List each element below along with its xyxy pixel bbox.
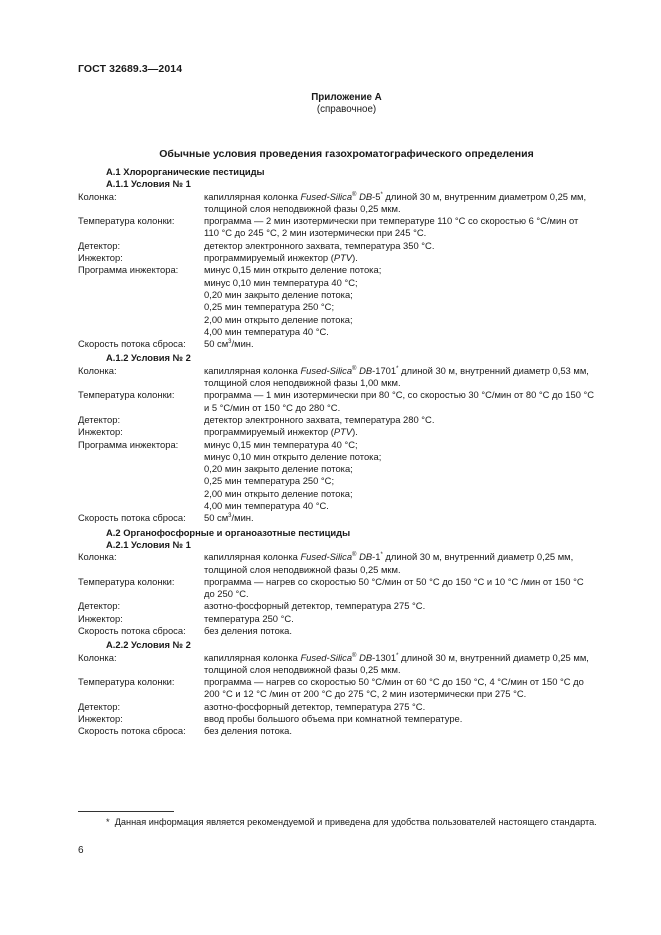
a11-temp-row — [78, 215, 616, 240]
temp-value: программа — нагрев со скоростью 50 °С/мин от 60 °С до 150 °С, 4 °С/мин от 150 °С до 200 °С и 12 °С /мин от 200 °С до 275 °С, 2 мин изотермически при 275 °С. — [204, 676, 584, 700]
standard-code: ГОСТ 32689.3—2014 — [78, 63, 183, 75]
injector-value: температура 250 °С. — [204, 612, 294, 624]
injector-value: программируемый инжектор (PTV). — [204, 426, 358, 438]
a12-detector-row — [78, 414, 616, 426]
temp-label: Температура колонки: — [78, 575, 175, 587]
a12-injector-row — [78, 426, 616, 438]
program-step: 0,25 мин температура 250 °С; — [204, 475, 335, 487]
a11-flow-row — [78, 338, 616, 350]
a22-flow-row — [78, 725, 616, 737]
program-step: минус 0,10 мин открыто деление потока; — [204, 450, 382, 462]
program-step: 0,25 мин температура 250 °С; — [204, 301, 335, 313]
subsection-a11-heading: А.1.1 Условия № 1 — [106, 178, 191, 190]
program-label: Программа инжектора: — [78, 438, 179, 450]
a12-flow-row — [78, 512, 616, 524]
program-steps — [204, 439, 616, 513]
column-label: Колонка: — [78, 651, 117, 663]
program-step: 2,00 мин открыто деление потока; — [204, 487, 353, 499]
a21-injector-row — [78, 613, 616, 625]
flow-value: без деления потока. — [204, 725, 292, 737]
program-step: минус 0,15 мин открыто деление потока; — [204, 264, 382, 276]
page-number: 6 — [78, 845, 84, 856]
column-label: Колонка: — [78, 551, 117, 563]
temp-value: программа — 1 мин изотермически при 80 °С, со скоростью 30 °С/мин от 80 °С до 150 °С и 5 °С/мин от 150 °С до 280 °С. — [204, 389, 595, 413]
a11-program-row — [78, 264, 616, 338]
program-step: 4,00 мин температура 40 °С. — [204, 325, 329, 337]
injector-label: Инжектор: — [78, 252, 123, 264]
column-value: капиллярная колонка Fused-Silica® DB-1701* длиной 30 м, внутренний диаметр 0,53 мм, толщиной слоя неподвижной фазы 1,00 мкм. — [204, 364, 589, 389]
appendix-title: Приложение А — [311, 92, 382, 103]
a11-injector-row — [78, 252, 616, 264]
program-step: минус 0,15 мин температура 40 °С; — [204, 438, 358, 450]
flow-label: Скорость потока сброса: — [78, 512, 186, 524]
program-step: 0,20 мин закрыто деление потока; — [204, 463, 353, 475]
injector-label: Инжектор: — [78, 713, 123, 725]
column-label: Колонка: — [78, 364, 117, 376]
detector-value: азотно-фосфорный детектор, температура 275 °С. — [204, 700, 426, 712]
section-a1-heading: А.1 Хлорорганические пестициды — [106, 166, 265, 177]
flow-value: 50 $см^3$/мин. — [204, 338, 254, 350]
temp-label: Температура колонки: — [78, 215, 175, 227]
temp-value: программа — нагрев со скоростью 50 °С/мин от 50 °С до 150 °С и 10 °С /мин от 150 °С до 250 °С. — [204, 575, 584, 600]
a21-column-row — [78, 551, 616, 576]
injector-value: ввод пробы большого объема при комнатной температуре. — [204, 713, 463, 725]
a11-column-row — [78, 191, 616, 216]
a11-detector-row — [78, 240, 616, 252]
flow-label: Скорость потока сброса: — [78, 624, 186, 636]
footnote — [78, 816, 616, 828]
a21-temp-row — [78, 576, 616, 601]
program-step: 4,00 мин температура 40 °С. — [204, 500, 329, 512]
detector-label: Детектор: — [78, 600, 121, 612]
detector-label: Детектор: — [78, 413, 121, 425]
subsection-a21-heading: А.2.1 Условия № 1 — [106, 538, 191, 550]
detector-value: азотно-фосфорный детектор, температура 275 °С. — [204, 600, 426, 612]
injector-label: Инжектор: — [78, 426, 123, 438]
program-label: Программа инжектора: — [78, 264, 179, 276]
flow-value: 50 $см^3$/мин. — [204, 512, 254, 524]
temp-value: программа — 2 мин изотермически при температуре 110 °С со скоростью 6 °С/мин от 110 °С до 245 °С, 2 мин изотермически при 245 °С. — [204, 215, 579, 239]
temp-label: Температура колонки: — [78, 676, 175, 688]
section-a2-heading: А.2 Органофосфорные и органоазотные пестициды — [106, 526, 351, 538]
program-steps — [204, 264, 616, 338]
program-step: минус 0,10 мин температура 40 °С; — [204, 276, 358, 288]
flow-label: Скорость потока сброса: — [78, 338, 186, 350]
a12-temp-row — [78, 389, 616, 414]
injector-value: программируемый инжектор (PTV). — [204, 252, 358, 264]
detector-value: детектор электронного захвата, температура 280 °С. — [204, 413, 435, 425]
injector-label: Инжектор: — [78, 612, 123, 624]
subsection-a12-heading: А.1.2 Условия № 2 — [106, 352, 191, 364]
detector-label: Детектор: — [78, 700, 121, 712]
a12-program-row — [78, 439, 616, 513]
document-body — [78, 166, 616, 738]
footnote-text: Данная информация является рекомендуемой и приведена для удобства пользователей настоящего стандарта. — [114, 817, 597, 827]
footnote-mark: * — [106, 817, 110, 827]
a22-column-row — [78, 652, 616, 677]
flow-label: Скорость потока сброса: — [78, 725, 186, 737]
a22-detector-row — [78, 701, 616, 713]
detector-value: детектор электронного захвата, температура 350 °С. — [204, 239, 435, 251]
a22-temp-row — [78, 676, 616, 701]
document-title: Обычные условия проведения газохроматографического определения — [159, 148, 534, 160]
program-step: 0,20 мин закрыто деление потока; — [204, 288, 353, 300]
column-label: Колонка: — [78, 190, 117, 202]
temp-label: Температура колонки: — [78, 389, 175, 401]
column-value: капиллярная колонка Fused-Silica® DB-1301* длиной 30 м, внутренний диаметр 0,25 мм, толщиной слоя неподвижной фазы 0,25 мкм. — [204, 651, 589, 675]
a21-detector-row — [78, 600, 616, 612]
a12-column-row — [78, 365, 616, 390]
column-value: капиллярная колонка Fused-Silica® DB-5* длиной 30 м, внутренним диаметром 0,25 мм, толщиной слоя неподвижной фазы 0,25 мкм. — [204, 190, 587, 214]
appendix-note: (справочное) — [316, 104, 377, 115]
flow-value: без деления потока. — [204, 624, 292, 636]
footnote-divider — [78, 811, 174, 812]
detector-label: Детектор: — [78, 239, 121, 251]
subsection-a22-heading: А.2.2 Условия № 2 — [106, 639, 191, 651]
a21-flow-row — [78, 625, 616, 637]
program-step: 2,00 мин открыто деление потока; — [204, 313, 353, 325]
column-value: капиллярная колонка Fused-Silica® DB-1* длиной 30 м, внутренний диаметр 0,25 мм, толщиной слоя неподвижной фазы 0,25 мкм. — [204, 551, 574, 575]
a22-injector-row — [78, 713, 616, 725]
